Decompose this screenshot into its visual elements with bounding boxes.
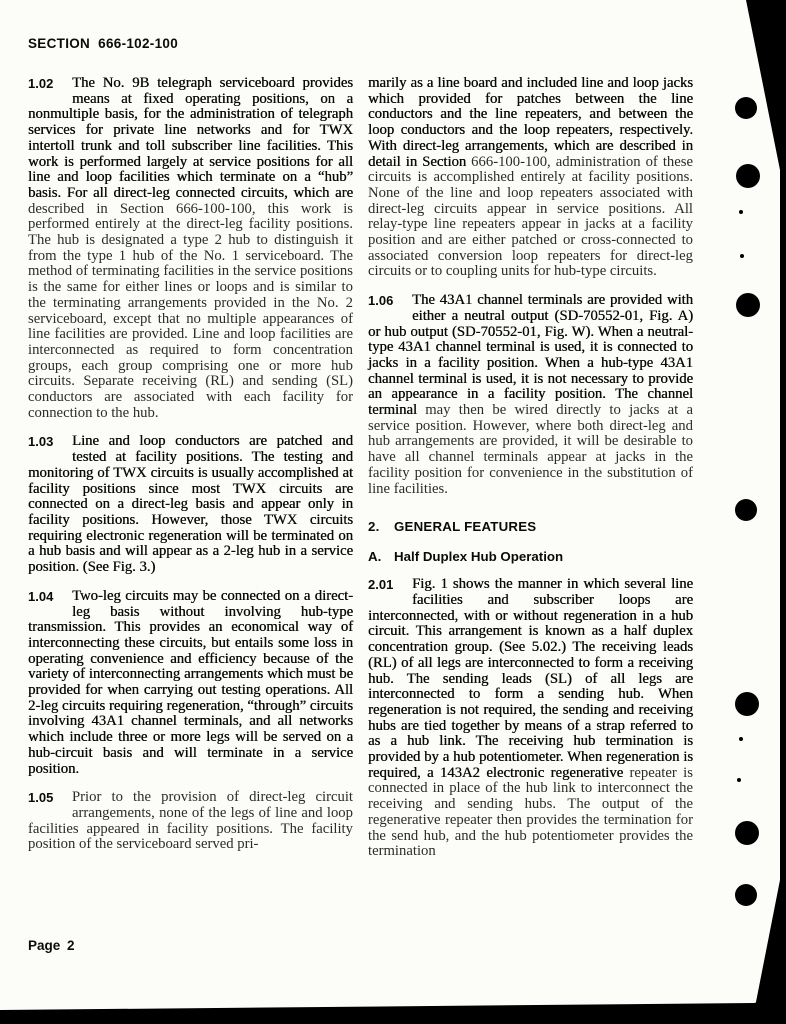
binder-hole-mark — [740, 254, 744, 258]
paragraph-2-01 — [368, 577, 693, 860]
paragraph-text: Two-leg circuits may be connected on a direct-leg basis without involving hub-type transmission. This provides an economical way of interconnecting these circuits, but entails some loss in operating convenience and efficiency because of the variety of interconnecting arrangements which must be provided for when carrying out testing operations. All 2-leg circuits requiring regeneration, “through” circuits involving 43A1 channel terminals, and all networks which include three or more legs will be served on a hub-circuit basis and will terminate in a service position. — [28, 587, 353, 777]
section-heading-number: 2. — [368, 519, 380, 535]
paragraph-number: 1.06 — [368, 293, 394, 309]
paragraph-text: The 43A1 channel terminals are provided with either a neutral output (SD-70552-01, Fig. A) or hub output (SD-70552-01, Fig. W). When a neutral-type 43A1 channel terminal is used, it is connected to jacks in a facility position. When a hub-type 43A1 channel terminal is used, it is not necessary to provide an appearance in a facility position. The channel terminal — [368, 292, 693, 419]
binder-hole-mark — [735, 821, 759, 845]
binder-hole-mark — [739, 737, 743, 741]
paragraph-text: may then be wired directly to jacks at a service position. However, where both direct-leg and hub arrangements are provided, it will be desirable to have all channel terminals appear at jacks in the facility position for convenience in the substitution of line facilities. — [368, 402, 693, 497]
binder-hole-mark — [735, 97, 757, 119]
paragraph-number: 1.02 — [28, 76, 54, 91]
subsection-heading-half-duplex — [368, 549, 693, 564]
paragraph-number-box — [368, 293, 412, 324]
paragraph-number-box — [28, 589, 72, 620]
binder-hole-mark — [735, 692, 759, 716]
paragraph-number-box — [28, 790, 72, 821]
paragraph-number-box — [28, 434, 72, 465]
paragraph-number: 2.01 — [368, 577, 394, 593]
paragraph-text: repeater is connected in place of the hub link to interconnect the receiving and sending hubs. The output of the regenerative repeater then provides the termination for the send hub, and the hub potentiometer provides the termination — [368, 764, 693, 860]
section-number-header: SECTION 666-102-100 — [28, 36, 179, 51]
paragraph-number: 1.03 — [28, 434, 54, 450]
paragraph-1-02 — [28, 76, 353, 421]
paragraph-1-05 — [28, 790, 353, 853]
paragraph-1-04 — [28, 589, 353, 777]
paragraph-number-box — [28, 76, 72, 107]
paragraph-text: Fig. 1 shows the manner in which several line facilities and subscriber loops are interconnected, with or without regeneration in a hub circuit. This arrangement is known as a half duplex concentration group. (See 5.02.) The receiving leads (RL) of all legs are interconnected to form a receiving hub. The sending leads (SL) of all legs are interconnected to form a sending hub. When regeneration is not required, the sending and receiving hubs are tied together by means of a strap referred to as a hub link. The receiving hub termination is provided by a hub potentiometer. When regeneration is required, a 143A2 electronic regenerative — [368, 576, 693, 781]
left-column — [28, 76, 353, 853]
paragraph-text: described in Section 666-100-100, this work is performed entirely at the direct-leg facility positions. The hub is designated a type 2 hub to distinguish it from the type 1 hub of the No. 1 serviceboard. The method of terminating facilities in the service positions is the same for either lines or loops and is similar to the terminating arrangements provided in the No. 2 serviceboard, except that no multiple appearances of line facilities are provided. Line and loop facilities are interconnected as required to form concentration groups, each group comprising one or more hub circuits. Separate receiving (RL) and sending (SL) conductors are associated with each facility for connection to the hub. — [28, 200, 353, 421]
page-number-footer: Page 2 — [28, 938, 75, 953]
binder-hole-mark — [736, 164, 760, 188]
paragraph-number: 1.04 — [28, 588, 54, 604]
paragraph-text: 666-100-100, administration of these circuits is accomplished entirely at facility positions. None of the line and loop repeaters associated with direct-leg circuits appear in service positions. All relay-type line repeaters appear in jacks at a facility position and are either patched or cross-connected to associated conversion loop repeaters for direct-leg circuits or to coupling units for hub-type circuits. — [368, 153, 694, 280]
paragraph-1-06 — [368, 293, 693, 497]
paragraph-number: 1.05 — [28, 790, 54, 806]
binder-hole-mark — [736, 293, 760, 317]
right-column — [368, 76, 693, 860]
paragraph-text: The No. 9B telegraph serviceboard provides means at fixed operating positions, on a nonmultiple basis, for the administration of telegraph services for private line networks and for TWX intertoll trunk and toll subscriber line facilities. This work is performed largely at service positions for all line and loop facilities which terminate on a “hub” basis. For all direct-leg connected circuits, which are — [28, 75, 353, 201]
section-heading-general-features — [368, 519, 693, 534]
paragraph-text: Line and loop conductors are patched and tested at facility positions. The testing and monitoring of TWX circuits is usually accomplished at facility positions since most TWX circuits are connected on a direct-leg basis and appear only in facility positions. However, those TWX circuits requiring electronic regeneration will be terminated on a hub basis and will appear as a 2-leg hub in a service position. (See Fig. 3.) — [28, 433, 353, 576]
paragraph-text: marily as a line board and included line and loop jacks which provided for patches between the line conductors and the line repeaters, and between the loop conductors and the loop repeaters, respectively. With direct-leg arrangements, which are described in detail in Section — [368, 75, 693, 170]
subsection-heading-letter: A. — [368, 549, 382, 565]
paragraph-text: Prior to the provision of direct-leg circuit arrangements, none of the legs of line and loop facilities appeared in facility positions. The facility position of the serviceboard served pri- — [28, 789, 353, 853]
paragraph-1-03 — [28, 434, 353, 575]
binder-hole-mark — [735, 884, 757, 906]
binder-hole-mark — [739, 210, 743, 214]
binder-hole-mark — [737, 778, 741, 782]
binder-hole-mark — [735, 499, 757, 521]
section-heading-title: GENERAL FEATURES — [394, 519, 537, 535]
paragraph-1-05-continuation — [368, 76, 693, 280]
paragraph-number-box — [368, 577, 412, 608]
subsection-heading-title: Half Duplex Hub Operation — [394, 549, 564, 565]
